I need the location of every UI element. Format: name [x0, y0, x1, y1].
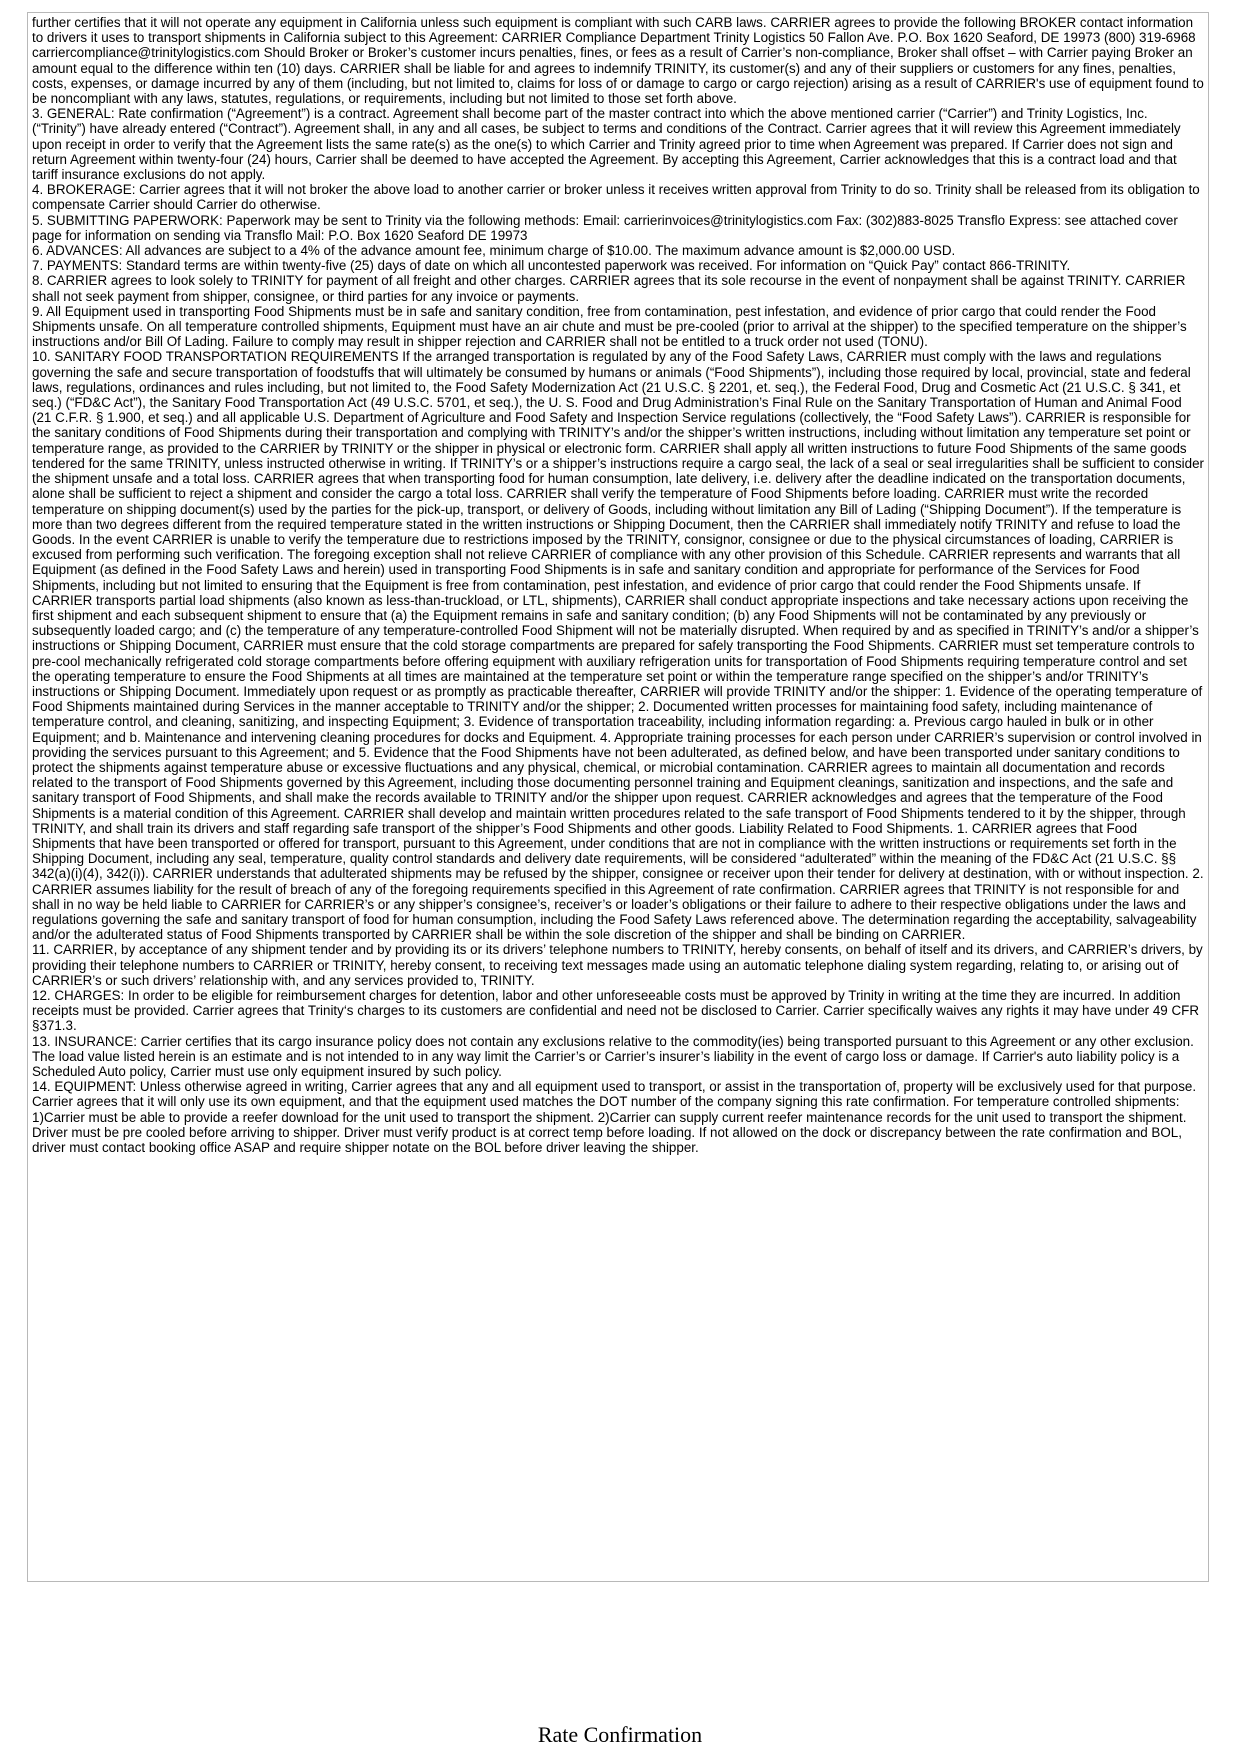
- terms-paragraph-insurance: 13. INSURANCE: Carrier certifies that its cargo insurance policy does not contain any exclusions relative to the commodity(ies) being transported pursuant to this Agreement or any other exclusion. The load value listed herein is an estimate and is not intended to in any way limit the Carrier’s or Carrier’s insurer’s liability in the event of cargo loss or damage. If Carrier's auto liability policy is a Scheduled Auto policy, Carrier must use only equipment insured by such policy.: [32, 1033, 1194, 1080]
- terms-paragraph-payments: 7. PAYMENTS: Standard terms are within twenty-five (25) days of date on which all uncontested paperwork was received. For information on “Quick Pay” contact 866-TRINITY.: [32, 258, 1071, 274]
- terms-paragraph-advances: 6. ADVANCES: All advances are subject to a 4% of the advance amount fee, minimum charge of $10.00. The maximum advance amount is $2,000.00 USD.: [32, 243, 956, 259]
- terms-body: [32, 15, 1204, 1155]
- terms-paragraph-carb: further certifies that it will not operate any equipment in California unless such equipment is compliant with such CARB laws. CARRIER agrees to provide the following BROKER contact information to drivers it uses to transport shipments in California subject to this Agreement: CARRIER Compliance Department Trinity Logistics 50 Fallon Ave. P.O. Box 1620 Seaford, DE 19973 (800) 319-6968 carriercompliance@trinitylogistics.com Should Broker or Broker’s customer incurs penalties, fines, or fees as a result of Carrier’s non-compliance, Broker shall offset – with Carrier paying Broker an amount equal to the difference within ten (10) days. CARRIER shall be liable for and agrees to indemnify TRINITY, its customer(s) and any of their suppliers or customers for any fines, penalties, costs, expenses, or damage incurred by any of them (including, but not limited to, claims for loss of or damage to cargo or cargo rejection) arising as a result of CARRIER's use of equipment found to be noncompliant with any laws, statutes, regulations, or requirements, including but not limited to those set forth above.: [32, 15, 1204, 107]
- terms-paragraph-sanitary-food: 10. SANITARY FOOD TRANSPORTATION REQUIREMENTS If the arranged transportation is regulated by any of the Food Safety Laws, CARRIER must comply with the laws and regulations governing the safe and secure transportation of foodstuffs that will ultimately be consumed by humans or animals (“Food Shipments”), including those required by local, provincial, state and federal laws, regulations, ordinances and rules including, but not limited to, the Food Safety Modernization Act (21 U.S.C. § 2201, et. seq.), the Federal Food, Drug and Cosmetic Act (21 U.S.C. § 341, et seq.) (“FD&C Act”), the Sanitary Food Transportation Act (49 U.S.C. 5701, et seq.), the U. S. Food and Drug Administration’s Final Rule on the Sanitary Transportation of Human and Animal Food (21 C.F.R. § 1.900, et seq.) and all applicable U.S. Department of Agriculture and Food Safety and Inspection Service regulations (collectively, the “Food Safety Laws”). CARRIER is responsible for the sanitary conditions of Food Shipments during their transportation and complying with TRINITY’s and/or the shipper’s written instructions, including without limitation any temperature set point or temperature range, as provided to the CARRIER by TRINITY or the shipper in physical or electronic form. CARRIER shall apply all written instructions to future Food Shipments of the same goods tendered for the same TRINITY, unless instructed otherwise in writing. If TRINITY’s or a shipper’s instructions require a cargo seal, the lack of a seal or seal irregularities shall be sufficient to consider the shipment unsafe and a total loss. CARRIER agrees that when transporting food for human consumption, late delivery, i.e. delivery after the deadline indicated on the transportation documents, alone shall be sufficient to reject a shipment and consider the cargo a total loss. CARRIER shall verify the temperature of Food Shipments before loading. CARRIER must write the recorded temperature on shipping document(s) used by the parties for the pick-up, transport, or delivery of Goods, including without limitation any Bill of Lading (“Shipping Document”). If the temperature is more than two degrees different from the required temperature stated in the written instructions or Shipping Document, then the CARRIER shall immediately notify TRINITY and refuse to load the Goods. In the event CARRIER is unable to verify the temperature due to restrictions imposed by the TRINITY, consignor, consignee or due to the physical circumstances of loading, CARRIER is excused from performing such verification. The foregoing exception shall not relieve CARRIER of compliance with any other provision of this Schedule. CARRIER represents and warrants that all Equipment (as defined in the Food Safety Laws and herein) used in transporting Food Shipments is in safe and sanitary condition and appropriate for performance of the Services for Food Shipments, including but not limited to ensuring that the Equipment is free from contamination, pest infestation, and evidence of prior cargo that could render the Food Shipments unsafe. If CARRIER transports partial load shipments (also known as less-than-truckload, or LTL, shipments), CARRIER shall conduct appropriate inspections and take necessary actions upon receiving the first shipment and each subsequent shipment to ensure that (a) the Equipment remains in safe and sanitary condition; (b) any Food Shipments will not be contaminated by any previously or subsequently loaded cargo; and (c) the temperature of any temperature-controlled Food Shipment will not be materially disrupted. When required by and as specified in TRINITY’s and/or a shipper’s instructions or Shipping Document, CARRIER must ensure that the cold storage compartments are prepared for safely transporting the Food Shipments. CARRIER must set temperature controls to pre-cool mechanically refrigerated cold storage compartments before offering equipment with auxiliary refrigeration units for transportation of Food Shipments requiring temperature control and set the operating temperature to ensure the Food Shipments at all times are maintained at the temperature set point or within the temperature range specified on the shipper’s and/or TRINITY’s instructions or Shipping Document. Immediately upon request or as promptly as practicable thereafter, CARRIER will provide TRINITY and/or the shipper: 1. Evidence of the operating temperature of Food Shipments maintained during Services in the manner acceptable to TRINITY and/or the shipper; 2. Documented written processes for maintaining food safety, including maintenance of temperature control, and cleaning, sanitizing, and inspecting Equipment; 3. Evidence of transportation traceability, including information regarding: a. Previous cargo hauled in bulk or in other Equipment; and b. Maintenance and intervening cleaning procedures for docks and Equipment. 4. Appropriate training processes for each person under CARRIER’s supervision or control involved in providing the services pursuant to this Agreement; and 5. Evidence that the Food Shipments have not been adulterated, as defined below, and have been transported under sanitary conditions to protect the shipments against temperature abuse or excessive fluctuations and any physical, chemical, or microbial contamination. CARRIER agrees to maintain all documentation and records related to the transport of Food Shipments governed by this Agreement, including those documenting personnel training and Equipment cleanings, sanitization and inspections, and the safe and sanitary transport of Food Shipments, and shall make the records available to TRINITY and/or the shipper upon request. CARRIER acknowledges and agrees that the temperature of the Food Shipments is a material condition of this Agreement. CARRIER shall develop and maintain written procedures related to the safe transport of Food Shipments tendered to it by the shipper, through TRINITY, and shall train its drivers and staff regarding safe transport of the shipper’s Food Shipments and other goods. Liability Related to Food Shipments. 1. CARRIER agrees that Food Shipments that have been transported or offered for transport, pursuant to this Agreement, under conditions that are not in compliance with the written instructions or requirements set forth in the Shipping Document, including any seal, temperature, quality control standards and delivery date requirements, will be considered “adulterated” within the meaning of the FD&C Act (21 U.S.C. §§ 342(a)(i)(4), 342(i)). CARRIER understands that adulterated shipments may be refused by the shipper, consignee or receiver upon their tender for delivery at destination, with or without inspection. 2. CARRIER assumes liability for the result of breach of any of the foregoing requirements specified in this Agreement of rate confirmation. CARRIER agrees that TRINITY is not responsible for and shall in no way be held liable to CARRIER for CARRIER’s or any shipper’s consignee’s, receiver’s or loader’s obligations or their failure to adhere to their respective obligations under the laws and regulations governing the safe and sanitary transport of food for human consumption, including the Food Safety Laws referenced above. The determination regarding the acceptability, salvageability and/or the adulterated status of Food Shipments transported by CARRIER shall be within the sole discretion of the shipper and shall be binding on CARRIER.: [32, 349, 1204, 943]
- terms-paragraph-charges: 12. CHARGES: In order to be eligible for reimbursement charges for detention, labor and other unforeseeable costs must be approved by Trinity in writing at the time they are incurred. In addition receipts must be provided. Carrier agrees that Trinity‘s charges to its customers are confidential and need not be disclosed to Carrier. Carrier specifically waives any rights it may have under 49 CFR §371.3.: [32, 988, 1199, 1034]
- page-footer-title: Rate Confirmation: [537, 1722, 703, 1747]
- terms-paragraph-equipment-sanitary: 9. All Equipment used in transporting Food Shipments must be in safe and sanitary condition, free from contamination, pest infestation, and evidence of prior cargo that could render the Food Shipments unsafe. On all temperature controlled shipments, Equipment must have an air chute and must be pre-cooled (prior to arrival at the shipper) to the specified temperature on the shipper’s instructions and/or Bill Of Lading. Failure to comply may result in shipper rejection and CARRIER shall not be entitled to a truck order not used (TONU).: [32, 303, 1187, 350]
- terms-container: [27, 12, 1209, 1582]
- terms-paragraph-paperwork: 5. SUBMITTING PAPERWORK: Paperwork may be sent to Trinity via the following methods: Email: carrierinvoices@trinitylogistics.com Fax: (302)883-8025 Transflo Express: see attached cover page for information on sending via Transflo Mail: P.O. Box 1620 Seaford DE 19973: [32, 212, 1178, 243]
- terms-paragraph-brokerage: 4. BROKERAGE: Carrier agrees that it will not broker the above load to another carrier or broker unless it receives written approval from Trinity to do so. Trinity shall be released from its obligation to compensate Carrier should Carrier do otherwise.: [32, 182, 1200, 213]
- terms-paragraph-equipment: 14. EQUIPMENT: Unless otherwise agreed in writing, Carrier agrees that any and all equipment used to transport, or assist in the transportation of, property will be exclusively used for that purpose. Carrier agrees that it will only use its own equipment, and that the equipment used matches the DOT number of the company signing this rate confirmation. For temperature controlled shipments: 1)Carrier must be able to provide a reefer download for the unit used to transport the shipment. 2)Carrier can supply current reefer maintenance records for the unit used to transport the shipment. Driver must be pre cooled before arriving to shipper. Driver must verify product is at correct temp before loading. If not allowed on the dock or discrepancy between the rate confirmation and BOL, driver must contact booking office ASAP and require shipper notate on the BOL before driver leaving the shipper.: [32, 1079, 1197, 1156]
- terms-paragraph-general: 3. GENERAL: Rate confirmation (“Agreement”) is a contract. Agreement shall become part of the master contract into which the above mentioned carrier (“Carrier”) and Trinity Logistics, Inc. (“Trinity”) have already entered (“Contract”). Agreement shall, in any and all cases, be subject to terms and conditions of the Contract. Carrier agrees that it will review this Agreement immediately upon receipt in order to verify that the Agreement lists the same rate(s) as the one(s) to which Carrier and Trinity agreed prior to time when Agreement was prepared. If Carrier does not sign and return Agreement within twenty-four (24) hours, Carrier shall be deemed to have accepted the Agreement. By accepting this Agreement, Carrier acknowledges that this is a contract load and that tariff insurance exclusions do not apply.: [32, 106, 1181, 183]
- terms-paragraph-text-consent: 11. CARRIER, by acceptance of any shipment tender and by providing its or its drivers’ telephone numbers to TRINITY, hereby consents, on behalf of itself and its drivers, and CARRIER’s drivers, by providing their telephone numbers to CARRIER or TRINITY, hereby consent, to receiving text messages made using an automatic telephone dialing system regarding, relating to, or arising out of CARRIER’s or such drivers’ relationship with, and any services provided to, TRINITY.: [32, 942, 1203, 988]
- terms-paragraph-recourse: 8. CARRIER agrees to look solely to TRINITY for payment of all freight and other charges. CARRIER agrees that its sole recourse in the event of nonpayment shall be against TRINITY. CARRIER shall not seek payment from shipper, consignee, or third parties for any invoice or payments.: [32, 273, 1186, 304]
